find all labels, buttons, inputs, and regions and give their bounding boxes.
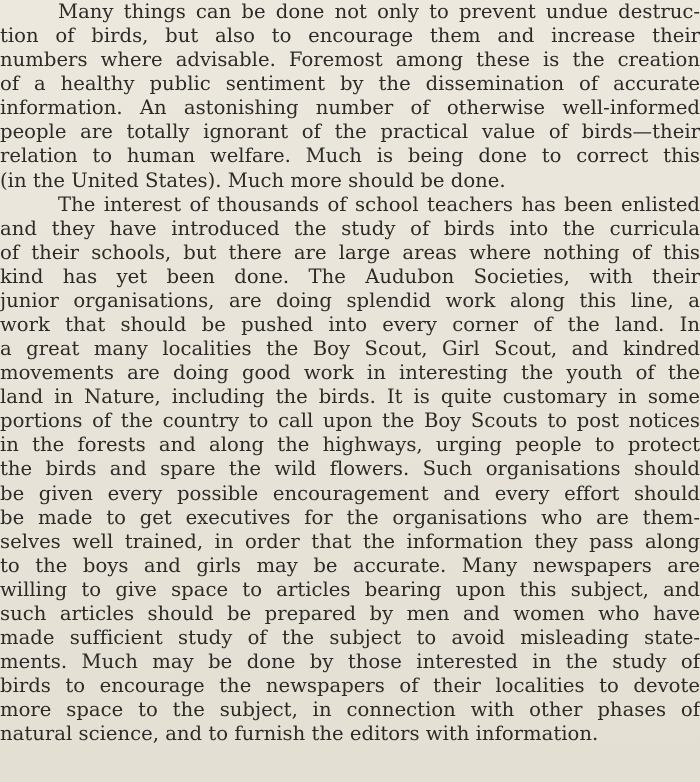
paragraph-2-line-4: kind has yet been done. The Audubon Societies, with their [0,264,700,288]
paragraph-2-line-16: to the boys and girls may be accurate. Many newspapers are [0,553,700,577]
paragraph-1-line-7: relation to human welfare. Much is being done to correct this [0,144,700,168]
paragraph-1-line-6: people are totally ignorant of the practical value of birds—their [0,120,700,144]
paragraph-2-line-8: movements are doing good work in interesting the youth of the [0,361,700,385]
paragraph-2-line-9: land in Nature, including the birds. It is quite customary in some [0,385,700,409]
paragraph-2-line-14: be made to get executives for the organisations who are them- [0,505,700,529]
paragraph-1-line-8: (in the United States). Much more should be done. [0,168,506,192]
paragraph-2-line-21: birds to encourage the newspapers of their localities to devote [0,674,700,698]
paragraph-2-line-11: in the forests and along the highways, urging people to protect [0,433,700,457]
paragraph-2-line-6: work that should be pushed into every corner of the land. In [0,313,700,337]
paragraph-2-line-22: more space to the subject, in connection with other phases of [0,698,700,722]
paragraph-2-line-7: a great many localities the Boy Scout, Girl Scout, and kindred [0,337,700,361]
paragraph-2-line-13: be given every possible encouragement and every effort should [0,481,700,505]
paragraph-1-line-3: numbers where advisable. Foremost among these is the creation [0,48,700,72]
paragraph-2-line-1: The interest of thousands of school teachers has been enlisted [58,192,700,216]
paragraph-2-line-23: natural science, and to furnish the editors with information. [0,722,599,746]
paragraph-1-line-5: information. An astonishing number of otherwise well-informed [0,96,700,120]
paragraph-1-line-4: of a healthy public sentiment by the dissemination of accurate [0,72,700,96]
paragraph-2-line-18: such articles should be prepared by men and women who have [0,601,700,625]
paragraph-2-line-2: and they have introduced the study of birds into the curricula [0,216,700,240]
paragraph-2-line-10: portions of the country to call upon the Boy Scouts to post notices [0,409,700,433]
paragraph-2-line-19: made sufficient study of the subject to avoid misleading state- [0,626,700,650]
paragraph-2-line-3: of their schools, but there are large areas where nothing of this [0,240,700,264]
paragraph-1-line-1: Many things can be done not only to prevent undue destruc- [58,0,700,23]
paragraph-2-line-5: junior organisations, are doing splendid work along this line, a [0,288,700,312]
paragraph-2-line-20: ments. Much may be done by those interested in the study of [0,650,700,674]
paragraph-1-line-2: tion of birds, but also to encourage them and increase their [0,24,700,48]
paragraph-2-line-12: the birds and spare the wild flowers. Such organisations should [0,457,700,481]
paragraph-2-line-15: selves well trained, in order that the information they pass along [0,529,700,553]
paragraph-2-line-17: willing to give space to articles bearing upon this subject, and [0,577,700,601]
